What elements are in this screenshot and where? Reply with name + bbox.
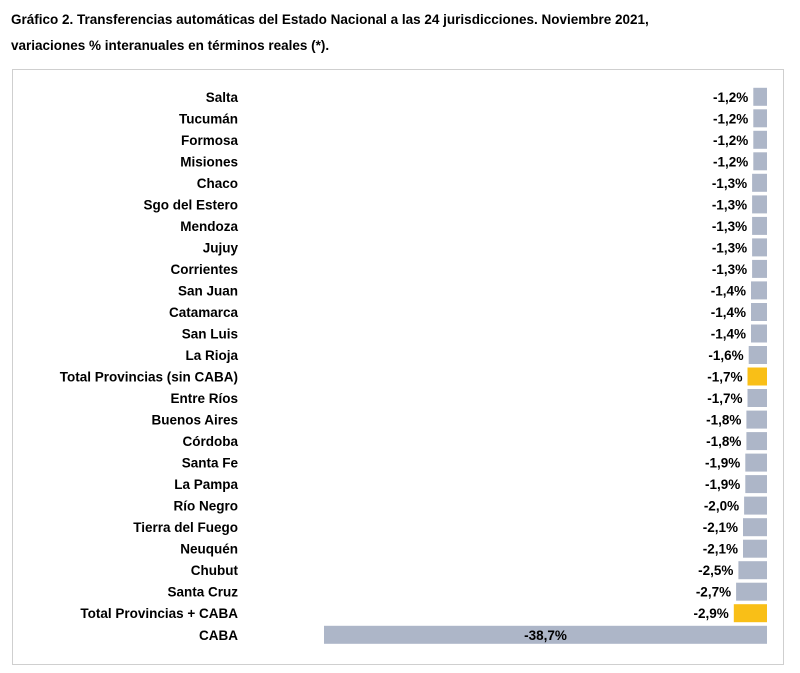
bar [749,346,767,364]
value-label: -1,8% [706,412,742,428]
category-label: Sgo del Estero [143,197,238,213]
value-label: -2,1% [702,541,738,557]
value-label: -1,4% [710,305,746,320]
bar [744,497,767,515]
value-label: -1,2% [713,132,749,148]
bar [734,604,767,622]
value-label: -2,5% [698,563,734,579]
value-label: -1,2% [713,154,749,170]
bar [752,260,767,278]
category-label: Santa Cruz [167,584,238,600]
bar [752,174,767,192]
value-label: -1,9% [705,455,741,471]
category-label: La Rioja [185,348,238,363]
category-label: Catamarca [168,305,238,320]
value-label: -1,8% [706,434,742,450]
category-label: Tierra del Fuego [133,520,238,536]
value-label: -1,2% [713,89,749,105]
bar [746,411,767,429]
category-label: Formosa [180,132,238,148]
category-label: Salta [205,89,238,105]
value-label: -1,7% [707,391,743,406]
value-label: -1,3% [711,175,748,191]
category-label: Misiones [180,154,238,170]
bar [752,238,767,256]
category-label: Total Provincias (sin CABA) [59,369,238,385]
value-label: -1,6% [708,348,744,363]
category-label: Chaco [196,175,238,191]
category-label: Jujuy [202,240,238,256]
chart-title-line-1: Gráfico 2. Transferencias automáticas del Estado Nacional a las 24 jurisdicciones. Noviembre 2021, [11,12,649,27]
bar [743,518,767,536]
bar [745,454,767,472]
value-label: -1,3% [711,218,748,234]
value-label: -1,2% [713,111,749,127]
bar [745,475,767,493]
bar [748,389,768,407]
bar [743,540,767,558]
category-label: Chubut [190,563,238,579]
bar [738,561,767,579]
bar [751,325,767,343]
bar [752,217,767,235]
value-label: -2,1% [702,520,738,536]
category-label: Tucumán [178,111,238,127]
category-label: Santa Fe [181,455,238,471]
value-label: -1,9% [705,477,741,493]
value-label: -1,3% [711,197,748,213]
value-label: -2,7% [695,584,732,600]
bar [753,152,767,170]
bar [751,281,767,299]
value-label: -38,7% [524,627,567,643]
value-label: -2,9% [693,606,729,622]
bar [751,303,767,321]
category-label: Neuquén [180,541,238,557]
category-label: San Luis [181,326,238,342]
category-label: Entre Ríos [170,391,238,406]
chart-title-line-2: variaciones % interanuales en términos reales (*). [11,38,330,53]
value-label: -1,3% [711,240,748,256]
bar [753,88,767,106]
category-label: Buenos Aires [151,412,238,428]
bar [748,368,768,386]
value-label: -1,7% [707,369,743,385]
category-label: Río Negro [173,498,238,514]
value-label: -1,4% [710,283,746,299]
category-label: San Juan [177,283,238,299]
value-label: -2,0% [703,498,740,514]
bar [752,195,767,213]
bar [746,432,767,450]
category-label: Córdoba [182,434,238,450]
bar [736,583,767,601]
category-label: CABA [199,627,238,643]
value-label: -1,3% [711,261,748,277]
category-label: Total Provincias + CABA [80,606,238,622]
bar [753,109,767,127]
category-label: La Pampa [174,477,238,493]
category-label: Corrientes [170,261,238,277]
value-label: -1,4% [710,326,746,342]
bar [753,131,767,149]
category-label: Mendoza [180,218,238,234]
